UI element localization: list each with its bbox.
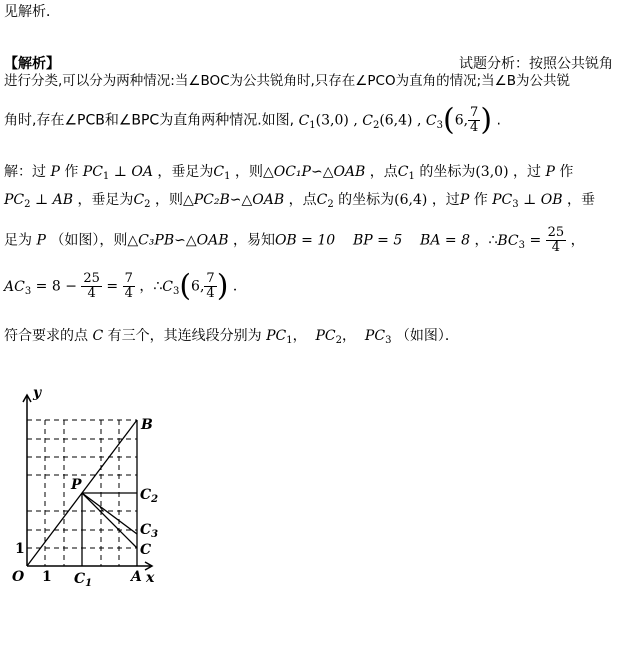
label-p: P: [71, 477, 82, 493]
segment-pc3: [82, 493, 137, 534]
analysis-tag: 【解析】: [4, 56, 60, 72]
c2-coord: (6,4): [379, 112, 413, 129]
solution-line-4: $AC_3 = 8$ − $\frac{25}{4}$ = $\frac{7}{4}$ ，$\therefore C_3(6$, $\frac{7}{4}$ ) ．: [4, 268, 247, 304]
x-axis-label: x: [146, 570, 155, 586]
tick-y-1: 1: [15, 541, 25, 557]
c2-label: $C_2$: [362, 112, 380, 131]
y-axis-label: y: [33, 385, 42, 401]
c1-label: $C_1$: [298, 112, 316, 131]
c1-coord: (3,0): [315, 112, 349, 129]
analysis-line-2: 角时,存在∠PCB和∠BPC为直角两种情况.如图, $C_1(3,0)$ , $C_2(6,4)$ , $C_3(6$, $\frac{7}{4}$ ) .: [4, 102, 501, 138]
label-c: C: [140, 542, 152, 558]
origin-label: O: [12, 569, 25, 585]
segment-pc: [82, 493, 137, 548]
conclusion-line: 符合要求的点 C 有三个，其连线段分别为 $PC_1$， $PC_2$， $PC_3$ （如图）．: [4, 328, 459, 346]
c3-fraction-2: $\frac{7}{4}$: [206, 271, 215, 301]
c3-x: 6,: [454, 112, 469, 129]
analysis-line-2-text: 角时,存在∠PCB和∠BPC为直角两种情况.如图,: [4, 112, 295, 129]
similar-triangles-1: △OC₁P∽△OAB: [262, 164, 366, 180]
bc3-fraction: $\frac{25}{4}$: [547, 225, 565, 255]
label-c2: $C_2$: [140, 487, 159, 505]
solution-line-1: 解：过 P 作 $PC_1$ ⊥ OA ，垂足为$C_1$ ，则△OC₁P∽△OAB ，点$C_1$ 的坐标为(3,0) ，过 P 作: [4, 164, 574, 182]
label-b: B: [141, 417, 153, 433]
solution-line-3: 足为 P （如图），则△C₃PB∽△OAB ，易知OB = 10 BP = 5 BA = 8 ，$\therefore BC_3$ = $\frac{25}{4}$ ，: [4, 225, 585, 255]
c3-fraction: $\frac{7}{4}$: [470, 105, 479, 135]
analysis-line-1: 进行分类,可以分为两种情况:当∠BOC为公共锐角时,只存在∠PCO为直角的情况;当∠B为公共锐: [4, 73, 571, 89]
ac3-fraction-2: $\frac{7}{4}$: [124, 271, 133, 301]
see-analysis-text: 见解析．: [4, 4, 60, 20]
coordinate-figure: [0, 375, 180, 595]
c3-label: $C_3$: [425, 112, 443, 131]
label-c1: $C_1$: [74, 571, 93, 589]
ac3-fraction-1: $\frac{25}{4}$: [83, 271, 100, 301]
similar-triangles-3: △C₃PB∽△OAB: [127, 232, 229, 249]
topic-label: 试题分析：按照公共锐角: [459, 56, 613, 72]
tick-x-1: 1: [42, 569, 52, 585]
solution-line-2: $PC_2$ ⊥ AB ，垂足为$C_2$ ，则△PC₂B∽△OAB ，点$C_2$ 的坐标为(6,4) ，过P 作 $PC_3$ ⊥ OB ，垂: [4, 192, 595, 210]
label-c3: $C_3$: [140, 522, 159, 540]
similar-triangles-2: △PC₂B∽△OAB: [182, 192, 285, 208]
label-a: A: [131, 569, 142, 585]
